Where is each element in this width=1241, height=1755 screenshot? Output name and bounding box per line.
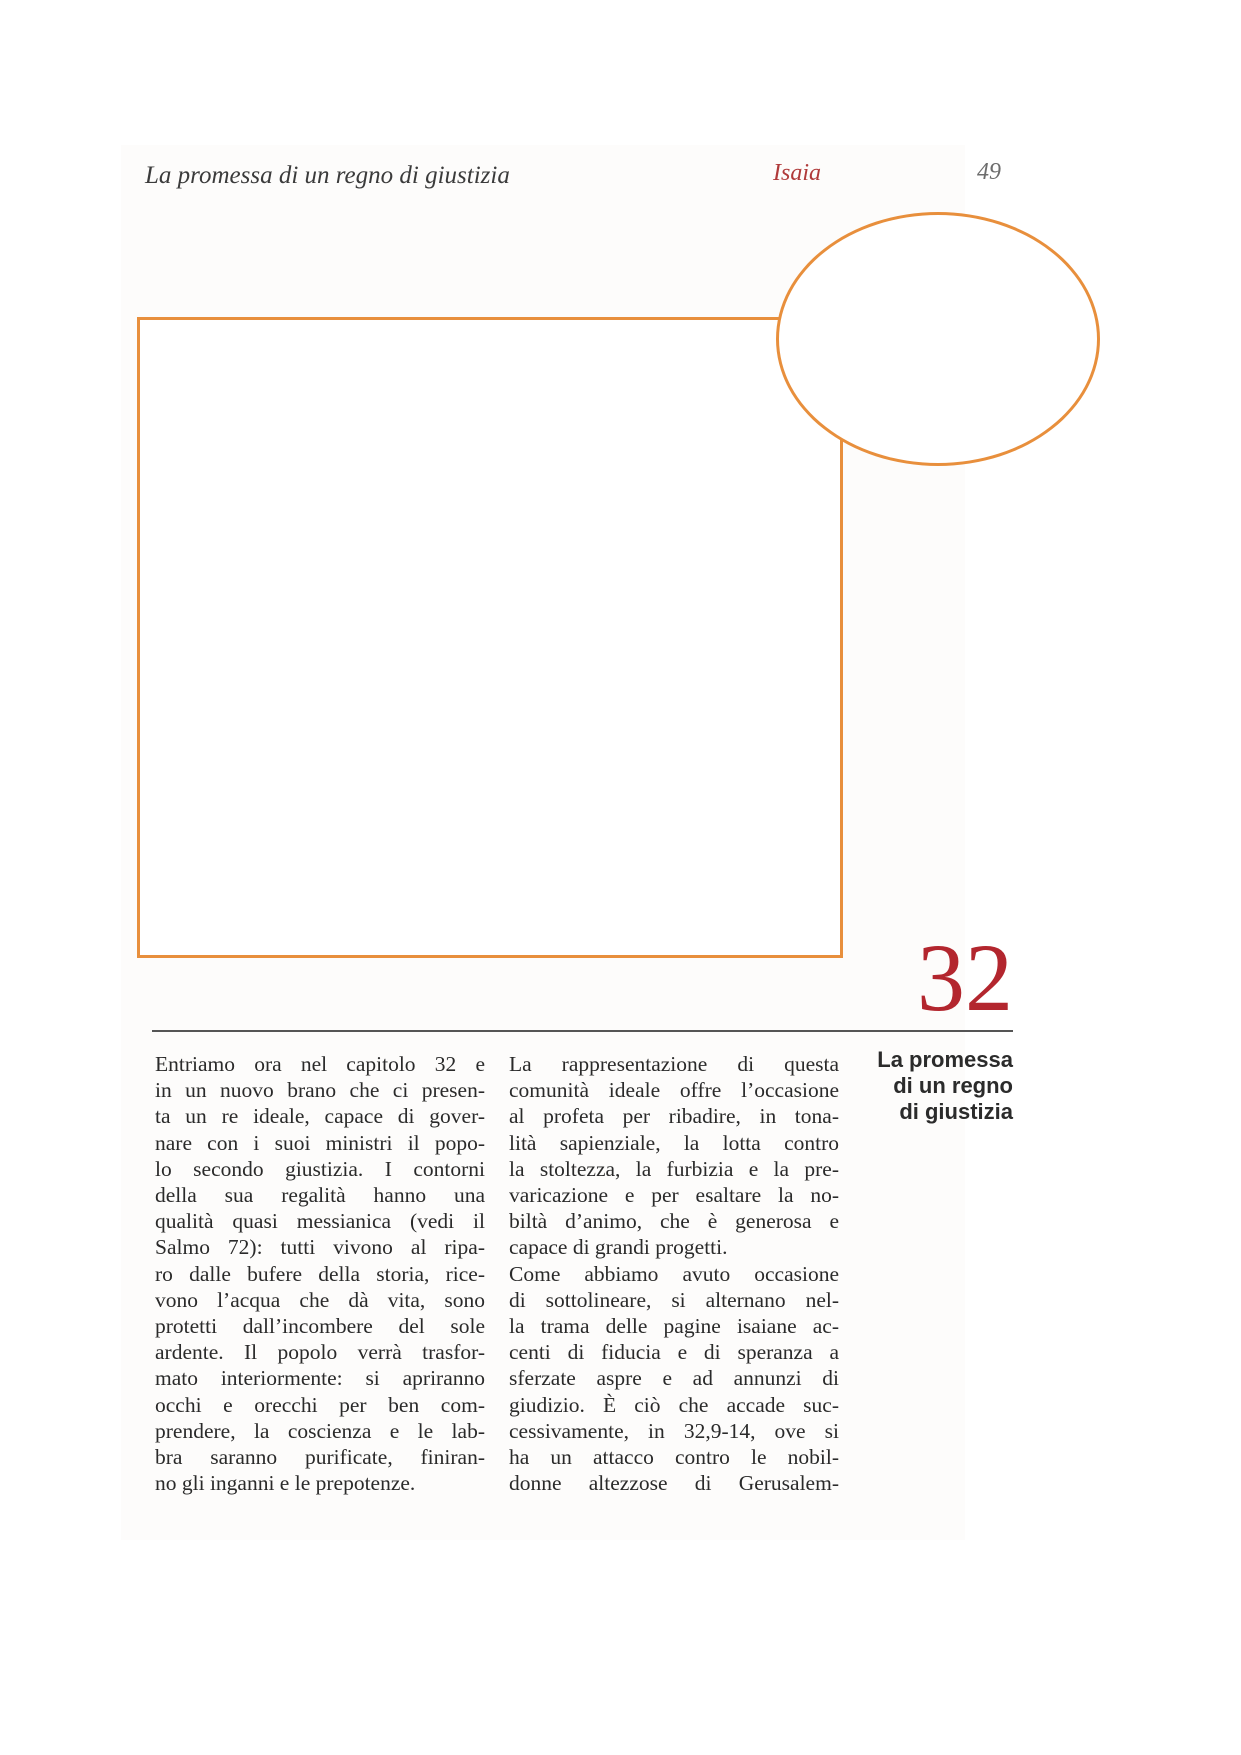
- horizontal-rule: [152, 1030, 1013, 1032]
- text-line: ro dalle bufere della storia, rice-: [155, 1261, 485, 1286]
- text-line: donne altezzose di Gerusalem-: [509, 1471, 839, 1496]
- text-line: varicazione e per esaltare la no-: [509, 1183, 839, 1208]
- running-title: La promessa di un regno di giustizia: [145, 162, 510, 189]
- text-line: comunità ideale offre l’occasione: [509, 1078, 839, 1103]
- chapter-heading-line: La promessa: [877, 1047, 1013, 1072]
- text-line: protetti dall’incombere del sole: [155, 1314, 485, 1339]
- text-line: vono l’acqua che dà vita, sono: [155, 1287, 485, 1312]
- text-line: cessivamente, in 32,9-14, ove si: [509, 1418, 839, 1443]
- chapter-heading: [845, 1047, 1013, 1125]
- text-line: in un nuovo brano che ci presen-: [155, 1078, 485, 1103]
- text-column-2: [509, 1051, 839, 1496]
- text-line: della sua regalità hanno una: [155, 1183, 485, 1208]
- text-line: Entriamo ora nel capitolo 32 e: [155, 1052, 485, 1076]
- text-line: occhi e orecchi per ben com-: [155, 1392, 485, 1417]
- text-line: lità sapienziale, la lotta contro: [509, 1130, 839, 1155]
- text-line: ardente. Il popolo verrà trasfor-: [155, 1340, 485, 1365]
- text-line: centi di fiducia e di speranza a: [509, 1340, 839, 1365]
- text-line: la trama delle pagine isaiane ac-: [509, 1314, 839, 1339]
- text-line: nare con i suoi ministri il popo-: [155, 1130, 485, 1155]
- text-line: giudizio. È ciò che accade suc-: [509, 1392, 839, 1417]
- text-line: prendere, la coscienza e le lab-: [155, 1418, 485, 1443]
- page-number: 49: [977, 159, 1001, 185]
- text-line: ta un re ideale, capace di gover-: [155, 1104, 485, 1129]
- book-name: Isaia: [773, 160, 821, 186]
- text-line: no gli inganni e le prepotenze.: [155, 1471, 416, 1496]
- text-line: di sottolineare, si alternano nel-: [509, 1287, 839, 1312]
- text-line: la stoltezza, la furbizia e la pre-: [509, 1156, 839, 1181]
- chapter-number: 32: [917, 924, 1013, 1031]
- text-line: sferzate aspre e ad annunzi di: [509, 1366, 839, 1391]
- text-column-1: [155, 1051, 485, 1496]
- text-line: La rappresentazione di questa: [509, 1052, 839, 1076]
- text-line: bra saranno purificate, finiran-: [155, 1445, 485, 1470]
- chapter-heading-line: di giustizia: [899, 1099, 1013, 1124]
- text-line: lo secondo giustizia. I contorni: [155, 1156, 485, 1181]
- text-line: capace di grandi progetti.: [509, 1235, 728, 1260]
- text-line: ha un attacco contro le nobil-: [509, 1445, 839, 1470]
- text-line: qualità quasi messianica (vedi il: [155, 1209, 485, 1234]
- chapter-heading-line: di un regno: [893, 1073, 1013, 1098]
- text-line: Salmo 72): tutti vivono al ripa-: [155, 1235, 485, 1260]
- text-line: biltà d’animo, che è generosa e: [509, 1209, 839, 1234]
- text-line: mato interiormente: si apriranno: [155, 1366, 485, 1391]
- text-line: Come abbiamo avuto occasione: [509, 1261, 839, 1286]
- text-line: al profeta per ribadire, in tona-: [509, 1104, 839, 1129]
- redacted-image-frame: [137, 317, 843, 958]
- redacted-circle-mark: [776, 212, 1100, 466]
